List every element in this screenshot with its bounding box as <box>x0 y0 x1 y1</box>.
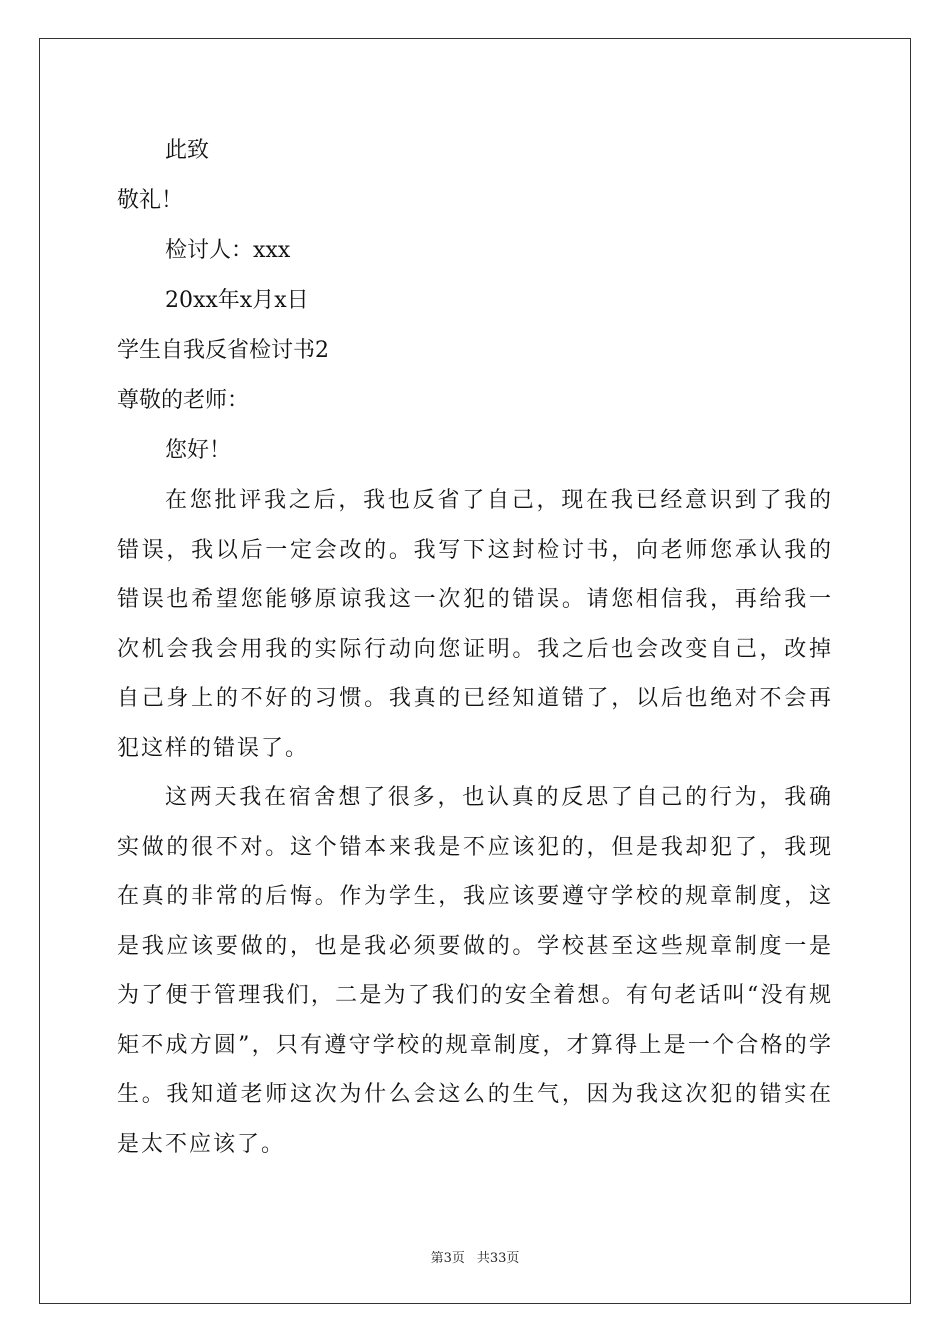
page-total: 共33页 <box>476 1251 520 1266</box>
signer-line: 检讨人：xxx <box>165 238 291 263</box>
closing-salutation: 此致 <box>165 138 210 163</box>
document-body <box>117 126 833 1169</box>
date-line: 20xx年x月x日 <box>165 288 309 313</box>
page-number: 第3页 <box>430 1251 465 1266</box>
body-paragraph-1: 在您批评我之后，我也反省了自己，现在我已经意识到了我的错误，我以后一定会改的。我写下这封检讨书，向老师您承认我的错误也希望您能够原谅我这一次犯的错误。请您相信我，再给我一次机会我会用我的实际行动向您证明。我之后也会改变自己，改掉自己身上的不好的习惯。我真的已经知道错了，以后也绝对不会再犯这样的错误了。 <box>117 488 833 761</box>
section-title: 学生自我反省检讨书2 <box>117 338 329 363</box>
addressee-line: 尊敬的老师： <box>117 388 250 413</box>
body-paragraph-2: 这两天我在宿舍想了很多，也认真的反思了自己的行为，我确实做的很不对。这个错本来我是不应该犯的，但是我却犯了，我现在真的非常的后悔。作为学生，我应该要遵守学校的规章制度，这是我应该要做的，也是我必须要做的。学校甚至这些规章制度一是为了便于管理我们，二是为了我们的安全着想。有句老话叫“没有规矩不成方圆”，只有遵守学校的规章制度，才算得上是一个合格的学生。我知道老师这次为什么会这么的生气，因为我这次犯的错实在是太不应该了。 <box>117 785 833 1157</box>
greeting-line: 您好！ <box>165 438 232 463</box>
closing-regards: 敬礼！ <box>117 188 184 213</box>
page-footer <box>0 1247 950 1266</box>
